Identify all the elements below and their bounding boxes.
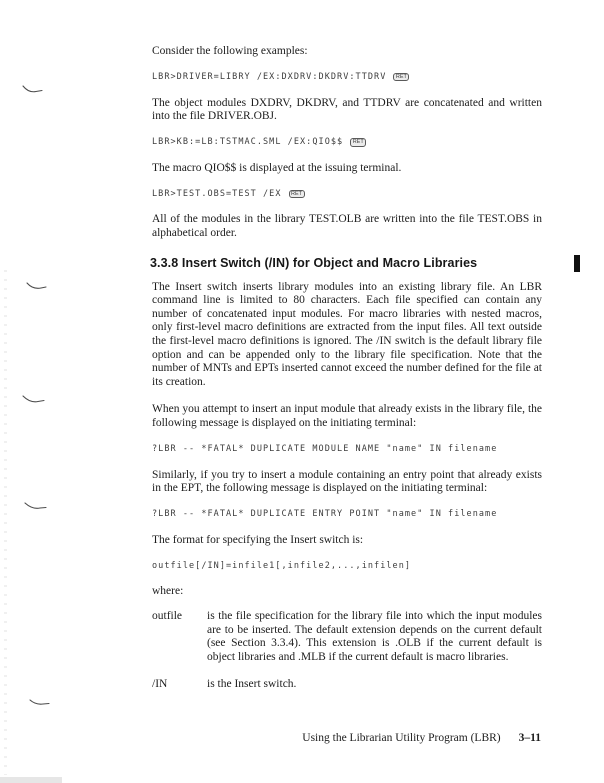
example-1-description: The object modules DXDRV, DKDRV, and TTDRV are concatenated and written into the file DRIVER.OBJ. <box>152 96 542 123</box>
duplicate-entry-paragraph: Similarly, if you try to insert a module containing an entry point that already exists in the EPT, the following message is displayed on the initiating terminal: <box>152 468 542 495</box>
command-text: LBR>DRIVER=LIBRY /EX:DXDRV:DKDRV:TTDRV <box>152 72 387 83</box>
code-example-1 <box>152 72 542 83</box>
margin-squiggle-mark <box>22 84 44 94</box>
margin-squiggle-mark <box>22 394 46 404</box>
format-syntax-line <box>152 560 542 571</box>
example-3-description: All of the modules in the library TEST.OLB are written into the file TEST.OBS in alphabetical order. <box>152 213 542 239</box>
return-key-icon: RET <box>393 73 409 82</box>
example-2-description: The macro QIO$$ is displayed at the issuing terminal. <box>152 161 402 174</box>
definition-term: /IN <box>152 677 168 690</box>
margin-squiggle-mark <box>24 501 48 511</box>
definition-description: is the file specification for the library file into which the input modules are to be inserted. The default extension depends on the current default (see Section 3.3.4). This extension is .OLB if the current default is object libraries and .MLB if the current default is macro libraries. <box>207 610 542 664</box>
error-text: ?LBR -- *FATAL* DUPLICATE ENTRY POINT "name" IN filename <box>152 509 498 520</box>
return-key-icon: RET <box>289 190 305 199</box>
error-message-duplicate-module <box>152 444 542 455</box>
definition-description: is the Insert switch. <box>207 677 297 690</box>
page-footer <box>302 732 541 744</box>
code-example-3 <box>152 188 542 199</box>
definition-row-in-switch <box>152 678 542 692</box>
error-text: ?LBR -- *FATAL* DUPLICATE MODULE NAME "name" IN filename <box>152 444 498 454</box>
command-text: LBR>KB:=LB:TSTMAC.SML /EX:QIO$$ <box>152 137 344 148</box>
where-label: where: <box>152 585 184 598</box>
return-key-icon: RET <box>350 138 366 147</box>
scan-edge-smudge <box>0 777 62 783</box>
code-example-2 <box>152 137 542 148</box>
format-intro-paragraph: The format for specifying the Insert switch is: <box>152 533 364 546</box>
error-message-duplicate-entry <box>152 509 542 520</box>
definition-row-outfile <box>152 610 542 664</box>
section-overview-paragraph: The Insert switch inserts library modules into an existing library file. An LBR command line is limited to 80 characters. Each file specified can contain any number of concatenated input modules. For macro libraries with nested macros, only first-level macro definitions are extracted from the input files. All text outside the first-level macro definitions is ignored. The /IN switch is the default library file option and can be appended only to the library file specification. Note that the number of MNTs and EPTs inserted cannot exceed the number defined for the file at its creation. <box>152 280 542 388</box>
intro-text: Consider the following examples: <box>152 45 308 57</box>
revision-change-bar <box>574 255 580 272</box>
definition-term: outfile <box>152 610 183 623</box>
syntax-text: outfile[/IN]=infile1[,infile2,...,infilen] <box>152 560 412 571</box>
duplicate-module-paragraph: When you attempt to insert an input module that already exists in the library file, the following message is displayed on the initiating terminal: <box>152 403 542 429</box>
margin-squiggle-mark <box>26 281 48 291</box>
footer-title: Using the Librarian Utility Program (LBR) <box>302 732 501 744</box>
section-heading: 3.3.8 Insert Switch (/IN) for Object and Macro Libraries <box>150 255 478 270</box>
page-number: 3–11 <box>518 732 541 744</box>
margin-squiggle-mark <box>29 698 51 706</box>
scan-noise-artifact <box>4 270 7 775</box>
page-body <box>152 0 542 691</box>
command-text: LBR>TEST.OBS=TEST /EX <box>152 188 282 199</box>
